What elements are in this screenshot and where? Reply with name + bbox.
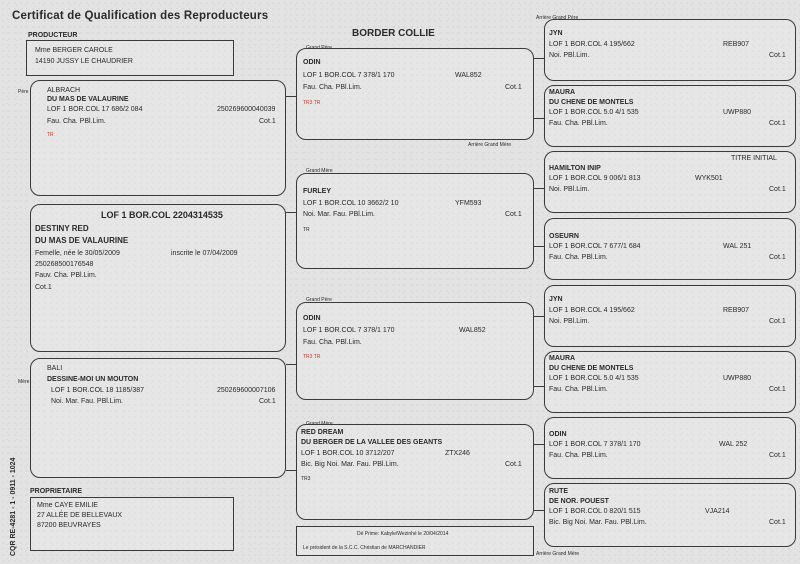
grandparent-box-4 xyxy=(296,424,534,520)
ggp2-id: UWP880 xyxy=(723,109,752,116)
ggp3-name: HAMILTON INIP xyxy=(549,165,601,172)
gp2-id: YFM593 xyxy=(455,200,482,207)
gp3-mark: TR3 TR xyxy=(303,354,321,360)
gp3-lof: LOF 1 BOR.COL 7 378/1 170 xyxy=(303,327,395,334)
ggp5-id: REB907 xyxy=(723,307,750,314)
ggp1-id: REB907 xyxy=(723,41,750,48)
subject-sex-birth: Femelle, née le 30/05/2009 xyxy=(35,250,120,257)
gp2-cot: Cot.1 xyxy=(505,211,522,218)
ggp2-lof: LOF 1 BOR.COL 5.0 4/1 535 xyxy=(549,109,639,116)
ggp4-lof: LOF 1 BOR.COL 7 677/1 684 xyxy=(549,243,641,250)
ggp2-cot: Cot.1 xyxy=(769,120,786,127)
great-grandparent-box-4 xyxy=(544,218,796,280)
subject-cot: Cot.1 xyxy=(35,284,52,291)
grandparent-box-3 xyxy=(296,302,534,400)
great-grandparent-box-3 xyxy=(544,151,796,213)
gp3-role-top: Grand Père xyxy=(306,297,332,303)
ggp6-id: UWP880 xyxy=(723,375,752,382)
ggp2-name: MAURA xyxy=(549,89,576,96)
gp1-cot: Cot.1 xyxy=(505,84,522,91)
ggp3-lof: LOF 1 BOR.COL 9 006/1 813 xyxy=(549,175,641,182)
ggp8-name: RUTE xyxy=(549,488,569,495)
footer-box xyxy=(296,526,534,556)
gp1-lof: LOF 1 BOR.COL 7 378/1 170 xyxy=(303,72,395,79)
father-mark: TR xyxy=(47,132,54,138)
proprietaire-box xyxy=(30,497,234,551)
great-grandparent-box-6 xyxy=(544,351,796,413)
gp2-color: Noi. Mar. Fau. PBl.Lim. xyxy=(303,211,375,218)
father-role-label: Père xyxy=(18,89,29,95)
father-affix: DU MAS DE VALAURINE xyxy=(47,96,129,103)
producteur-label: PRODUCTEUR xyxy=(28,32,78,39)
breed-title: BORDER COLLIE xyxy=(352,28,435,39)
gp1-color: Fau. Cha. PBl.Lim. xyxy=(303,84,362,91)
ggp1-lof: LOF 1 BOR.COL 4 195/662 xyxy=(549,41,635,48)
ggp6-affix: DU CHENE DE MONTELS xyxy=(549,365,634,372)
ggp4-name: OSEURN xyxy=(549,233,579,240)
ggp8-role: Arrière Grand Mère xyxy=(536,551,580,557)
great-grandparent-box-5 xyxy=(544,285,796,347)
ggp3-color: Noi. PBl.Lim. xyxy=(549,186,590,193)
gp3-color: Fau. Cha. PBl.Lim. xyxy=(303,339,362,346)
gp2-lof: LOF 1 BOR.COL 10 3662/2 10 xyxy=(303,200,399,207)
producteur-name: Mme BERGER CAROLE xyxy=(35,47,113,54)
ggp4-color: Fau. Cha. PBl.Lim. xyxy=(549,254,608,261)
ggp6-cot: Cot.1 xyxy=(769,386,786,393)
father-chip: 250269600040039 xyxy=(217,106,276,113)
father-color: Fau. Cha. PBl.Lim. xyxy=(47,118,106,125)
great-grandparent-box-2 xyxy=(544,85,796,147)
ggp2-color: Fau. Cha. PBl.Lim. xyxy=(549,120,608,127)
ggp7-color: Fau. Cha. PBl.Lim. xyxy=(549,452,608,459)
subject-name: DESTINY RED xyxy=(35,224,89,233)
ggp8-affix: DE NOR. POUEST xyxy=(549,498,609,505)
subject-chip: 250268500176548 xyxy=(35,261,94,268)
father-lof: LOF 1 BOR.COL 17 686/2 084 xyxy=(47,106,143,113)
mother-label-top: BALI xyxy=(47,365,63,372)
gp2-mark: TR xyxy=(303,227,310,233)
gp4-name: RED DREAM xyxy=(301,429,344,436)
father-label-top: ALBRACH xyxy=(47,87,81,94)
ggp3-cot: Cot.1 xyxy=(769,186,786,193)
subject-box xyxy=(30,204,286,352)
subject-lof: LOF 1 BOR.COL 2204314535 xyxy=(101,210,223,220)
mother-lof: LOF 1 BOR.COL 18 1185/387 xyxy=(51,387,144,394)
producteur-box xyxy=(26,40,234,76)
ggp2-affix: DU CHENE DE MONTELS xyxy=(549,99,634,106)
great-grandparent-box-8 xyxy=(544,483,796,547)
proprietaire-label: PROPRIETAIRE xyxy=(30,488,82,495)
side-code: CQR RE-4281 - 1 - 0911 - 1024 xyxy=(10,457,17,556)
gp4-mark: TR3 xyxy=(301,476,311,482)
grandparent-box-2 xyxy=(296,173,534,269)
ggp7-cot: Cot.1 xyxy=(769,452,786,459)
subject-issued: inscrite le 07/04/2009 xyxy=(171,250,238,257)
ggp8-cot: Cot.1 xyxy=(769,519,786,526)
ggp1-name: JYN xyxy=(549,30,563,37)
gp1-role-bottom: Arrière Grand Mère xyxy=(468,142,512,148)
mother-role-label: Mère xyxy=(18,379,30,385)
gp2-name: FURLEY xyxy=(303,188,331,195)
subject-color: Fauv. Cha. PBl.Lim. xyxy=(35,272,97,279)
ggp1-cot: Cot.1 xyxy=(769,52,786,59)
grandparent-box-1 xyxy=(296,48,534,140)
gp1-mark: TR3 TR xyxy=(303,100,321,106)
gp4-id: ZTX246 xyxy=(445,450,470,457)
subject-affix: DU MAS DE VALAURINE xyxy=(35,236,129,245)
gp3-id: WAL852 xyxy=(459,327,486,334)
footer-left: Dé Prime: Kabyle/Wezinhé le 20/04/2014 xyxy=(357,531,449,537)
ggp1-color: Noi. PBl.Lim. xyxy=(549,52,590,59)
gp1-name: ODIN xyxy=(303,59,321,66)
ggp5-name: JYN xyxy=(549,296,563,303)
ggp4-id: WAL 251 xyxy=(723,243,752,250)
ggp6-color: Fau. Cha. PBl.Lim. xyxy=(549,386,608,393)
gp4-cot: Cot.1 xyxy=(505,461,522,468)
ggp3-id: WYK501 xyxy=(695,175,723,182)
great-grandparent-box-7 xyxy=(544,417,796,479)
gp4-color: Bic. Big Noi. Mar. Fau. PBl.Lim. xyxy=(301,461,399,468)
footer-right: Le président de la S.C.C. Christian de MARCHANDIER xyxy=(303,545,426,551)
ggp8-id: VJA214 xyxy=(705,508,730,515)
ggp6-name: MAURA xyxy=(549,355,576,362)
ggp5-lof: LOF 1 BOR.COL 4 195/662 xyxy=(549,307,635,314)
father-cot: Cot.1 xyxy=(259,118,276,125)
great-grandparent-box-1 xyxy=(544,19,796,81)
proprietaire-address: 27 ALLÉE DE BELLEVAUX xyxy=(37,512,123,519)
proprietaire-city: 87200 BEUVRAYES xyxy=(37,522,101,529)
ggp5-color: Noi. PBl.Lim. xyxy=(549,318,590,325)
ggp7-name: ODIN xyxy=(549,431,567,438)
mother-affix: DESSINE-MOI UN MOUTON xyxy=(47,376,139,383)
gp1-id: WAL852 xyxy=(455,72,482,79)
proprietaire-name: Mme CAYE EMILIE xyxy=(37,502,98,509)
ggp3-extra: TITRE INITIAL xyxy=(731,155,777,162)
ggp8-color: Bic. Big Noi. Mar. Fau. PBl.Lim. xyxy=(549,519,647,526)
certificate-title: Certificat de Qualification des Reproducteurs xyxy=(12,10,269,22)
ggp7-lof: LOF 1 BOR.COL 7 378/1 170 xyxy=(549,441,641,448)
gp4-lof: LOF 1 BOR.COL 10 3712/207 xyxy=(301,450,395,457)
producteur-address: 14190 JUSSY LE CHAUDRIER xyxy=(35,58,133,65)
gp4-affix: DU BERGER DE LA VALLEE DES GEANTS xyxy=(301,439,443,446)
ggp4-cot: Cot.1 xyxy=(769,254,786,261)
ggp5-cot: Cot.1 xyxy=(769,318,786,325)
ggp1-role: Arrière Grand Père xyxy=(536,15,579,21)
ggp7-id: WAL 252 xyxy=(719,441,748,448)
gp1-role-top: Grand Père xyxy=(306,45,332,51)
mother-color: Noi. Mar. Fau. PBl.Lim. xyxy=(51,398,123,405)
father-box xyxy=(30,80,286,196)
ggp6-lof: LOF 1 BOR.COL 5.0 4/1 535 xyxy=(549,375,639,382)
mother-box xyxy=(30,358,286,478)
ggp8-lof: LOF 1 BOR.COL 0 820/1 515 xyxy=(549,508,641,515)
gp4-role-top: Grand Mère xyxy=(306,421,333,427)
gp3-name: ODIN xyxy=(303,315,321,322)
mother-chip: 250269600007106 xyxy=(217,387,276,394)
mother-cot: Cot.1 xyxy=(259,398,276,405)
gp2-role-top: Grand Mère xyxy=(306,168,333,174)
